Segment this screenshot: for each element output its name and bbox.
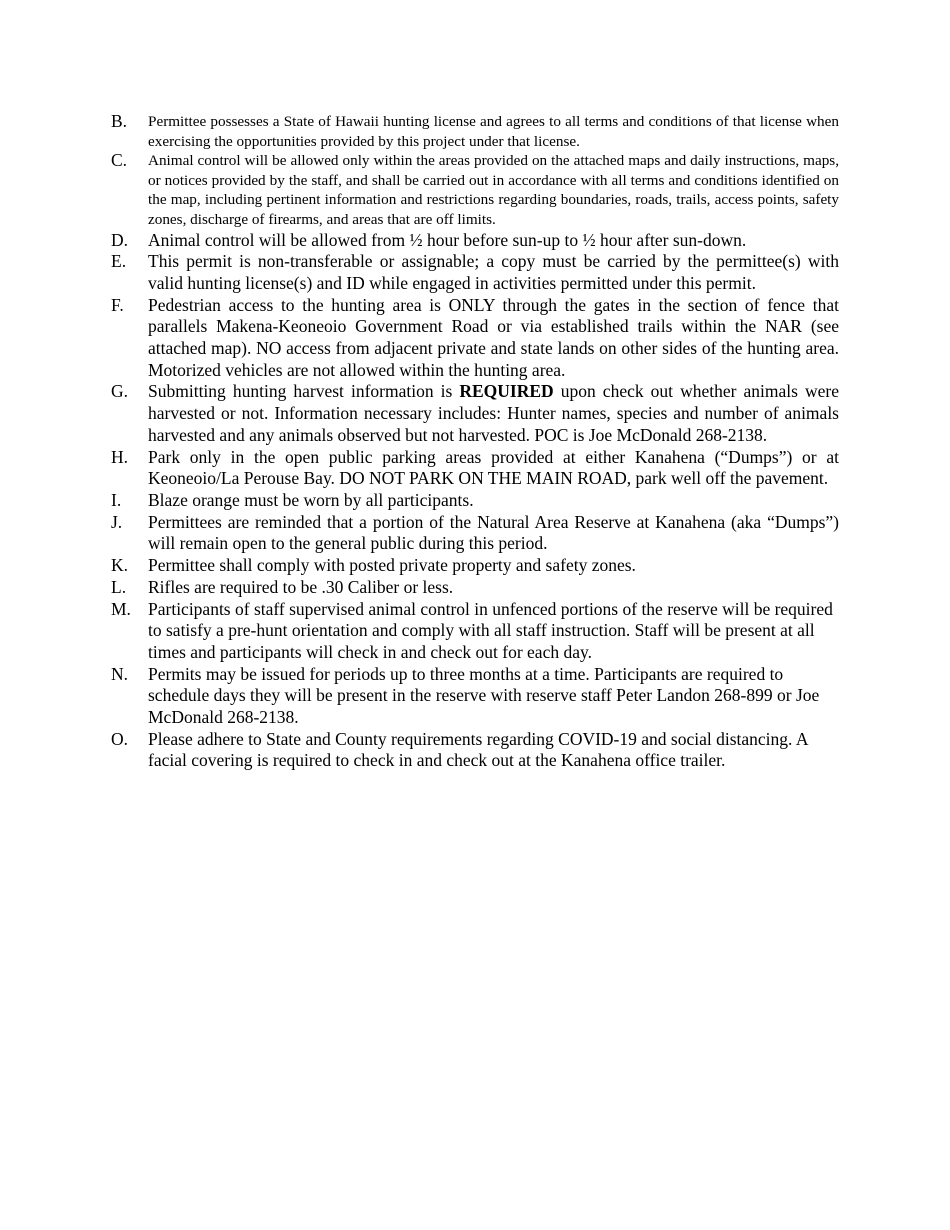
item-text — [148, 381, 839, 446]
item-letter: F. — [111, 294, 124, 315]
item-letter: H. — [111, 446, 129, 467]
item-text: Animal control will be allowed from ½ hour before sun-up to ½ hour after sun-down. — [148, 229, 747, 250]
item-text: Please adhere to State and County requirements regarding COVID-19 and social distancing. A facial covering is required to check in and check out at the Kanahena office trailer. — [148, 728, 808, 771]
item-letter: B. — [111, 111, 128, 131]
item-text: Permittee possesses a State of Hawaii hunting license and agrees to all terms and conditions of that license when exercising the opportunities provided by this project under that license. — [148, 113, 839, 150]
item-text: Participants of staff supervised animal control in unfenced portions of the reserve will be required to satisfy a pre-hunt orientation and comply with all staff instruction. Staff will be present at all times and participants will check in and check out for each day. — [148, 598, 833, 662]
item-letter: O. — [111, 728, 129, 749]
item-letter: M. — [111, 598, 131, 619]
item-letter: L. — [111, 576, 127, 597]
item-text-after: upon check out whether animals were harvested or not. Information necessary includes: Hunter names, species and number of animals harvested and any animals observed but not harvested. POC is Joe McDonald 268-2138. — [148, 381, 839, 445]
list-item-d — [111, 230, 839, 252]
list-item-g — [111, 381, 839, 446]
list-item-i — [111, 490, 839, 512]
item-letter: J. — [111, 511, 123, 532]
list-item-k — [111, 555, 839, 577]
list-item-f — [111, 295, 839, 382]
item-text: Permits may be issued for periods up to three months at a time. Participants are required to schedule days they will be present in the reserve with reserve staff Peter Landon 268-899 or Joe McDonald 268-2138. — [148, 663, 820, 728]
item-letter: C. — [111, 150, 128, 171]
item-letter: G. — [111, 381, 129, 402]
list-item-n — [111, 664, 839, 729]
item-text: Animal control will be allowed only within the areas provided on the attached maps and daily instructions, maps, or notices provided by the staff, and shall be carried out in accordance with all terms and conditions identified on the map, including pertinent information and restrictions regarding boundaries, roads, trails, access points, safety zones, discharge of firearms, and areas that are off limits. — [148, 152, 839, 228]
permit-conditions-list — [111, 112, 839, 772]
list-item-e — [111, 251, 839, 294]
list-item-j — [111, 512, 839, 555]
list-item-b — [111, 112, 839, 151]
item-letter: K. — [111, 555, 129, 576]
item-letter: N. — [111, 663, 129, 684]
list-item-m — [111, 599, 839, 664]
item-letter: D. — [111, 229, 129, 250]
item-text: Permittee shall comply with posted private property and safety zones. — [148, 555, 636, 576]
required-emphasis: REQUIRED — [459, 381, 554, 402]
item-text: Rifles are required to be .30 Caliber or less. — [148, 576, 454, 597]
list-item-c — [111, 151, 839, 229]
item-text: Permittees are reminded that a portion of the Natural Area Reserve at Kanahena (aka “Dumps”) will remain open to the general public during this period. — [148, 511, 839, 554]
list-item-h — [111, 447, 839, 490]
item-text-before: Submitting hunting harvest information is — [148, 381, 460, 402]
item-text: Blaze orange must be worn by all participants. — [148, 490, 474, 510]
list-item-l — [111, 577, 839, 599]
item-letter: I. — [111, 490, 122, 510]
item-text: Park only in the open public parking areas provided at either Kanahena (“Dumps”) or at Keoneoio/La Perouse Bay. DO NOT PARK ON THE MAIN ROAD, park well off the pavement. — [148, 446, 839, 489]
list-item-o — [111, 729, 839, 772]
item-text: This permit is non-transferable or assignable; a copy must be carried by the permittee(s) with valid hunting license(s) and ID while engaged in activities permitted under this permit. — [148, 251, 839, 293]
item-text: Pedestrian access to the hunting area is ONLY through the gates in the section of fence that parallels Makena-Keoneoio Government Road or via established trails within the NAR (see attached map). NO access from adjacent private and state lands on other sides of the hunting area. Motorized vehicles are not allowed within the hunting area. — [148, 294, 839, 380]
item-letter: E. — [111, 251, 127, 272]
